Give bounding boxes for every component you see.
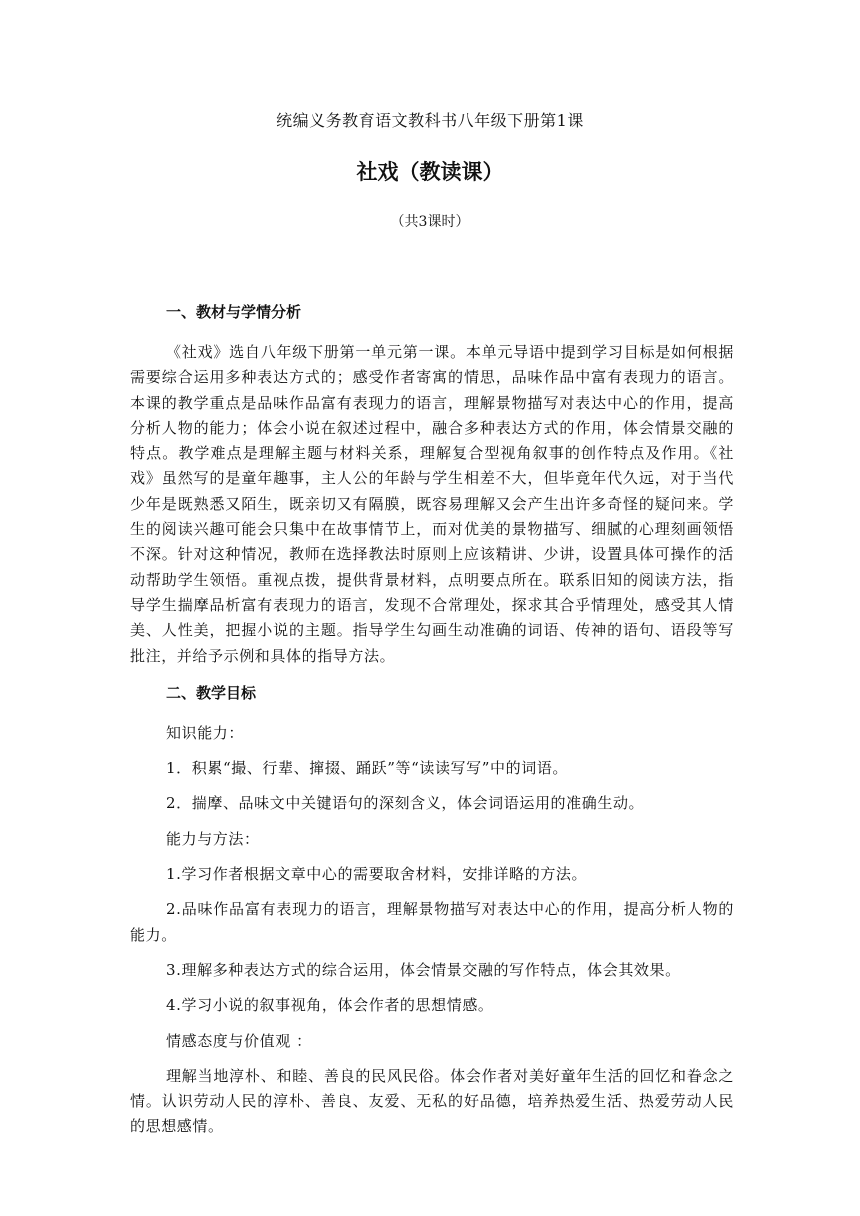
document-body xyxy=(130,300,734,1148)
method-item: 4.学习小说的叙事视角，体会作者的思想情感。 xyxy=(166,996,494,1015)
section-heading-goals: 二、教学目标 xyxy=(166,683,257,702)
class-hours: （共3课时） xyxy=(390,214,470,230)
knowledge-item: 2．揣摩、品味文中关键语句的深刻含义，体会词语运用的准确生动。 xyxy=(166,794,645,813)
course-line: 统编义务教育语文教科书八年级下册第1课 xyxy=(276,111,584,130)
method-item: 1.学习作者根据文章中心的需要取舍材料，安排详略的方法。 xyxy=(166,865,588,884)
knowledge-label: 知识能力： xyxy=(166,723,245,742)
knowledge-item: 1．积累“撮、行辈、撺掇、踊跃”等“读读写写”中的词语。 xyxy=(166,759,569,778)
page-title: 社戏（教读课） xyxy=(356,160,504,184)
attitude-paragraph: 理解当地淳朴、和睦、善良的民风民俗。体会作者对美好童年生活的回忆和眷念之情。认识劳动人民的淳朴、善良、友爱、无私的好品德，培养热爱生活、热爱劳动人民的思想感情。 xyxy=(130,1066,734,1136)
method-label: 能力与方法： xyxy=(166,829,260,848)
attitude-label: 情感态度与价值观 ： xyxy=(166,1031,312,1050)
method-item: 3.理解多种表达方式的综合运用，体会情景交融的写作特点，体会其效果。 xyxy=(166,960,681,979)
section-heading-analysis: 一、教材与学情分析 xyxy=(166,303,302,321)
analysis-paragraph: 《社戏》选自八年级下册第一单元第一课。本单元导语中提到学习目标是如何根据需要综合运用多种表达方式的；感受作者寄寓的情思，品味作品中富有表现力的语言。本课的教学重点是品味作品富有表现力的语言，理解景物描写对表达中心的作用，提高分析人物的能力；体会小说在叙述过程中，融合多种表达方式的作用，体会情景交融的特点。教学难点是理解主题与材料关系，理解复合型视角叙事的创作特点及作用。《社戏》虽然写的是童年趣事，主人公的年龄与学生相差不大，但毕竟年代久远，对于当代少年是既熟悉又陌生，既亲切又有隔膜，既容易理解又会产生出许多奇怪的疑问来。学生的阅读兴趣可能会只集中在故事情节上，而对优美的景物描写、细腻的心理刻画领悟不深。针对这种情况，教师在选择教法时原则上应该精讲、少讲，设置具体可操作的活动帮助学生领悟。重视点拨，提供背景材料，点明要点所在。联系旧知的阅读方法，指导学生揣摩品析富有表现力的语言，发现不合常理处，探求其合乎情理处，感受其人情美、人性美，把握小说的主题。指导学生勾画生动准确的词语、传神的语句、语段等写批注，并给予示例和具体的指导方法。 xyxy=(130,343,734,665)
method-item: 2.品味作品富有表现力的语言，理解景物描写对表达中心的作用，提高分析人物的能力。 xyxy=(130,900,734,944)
